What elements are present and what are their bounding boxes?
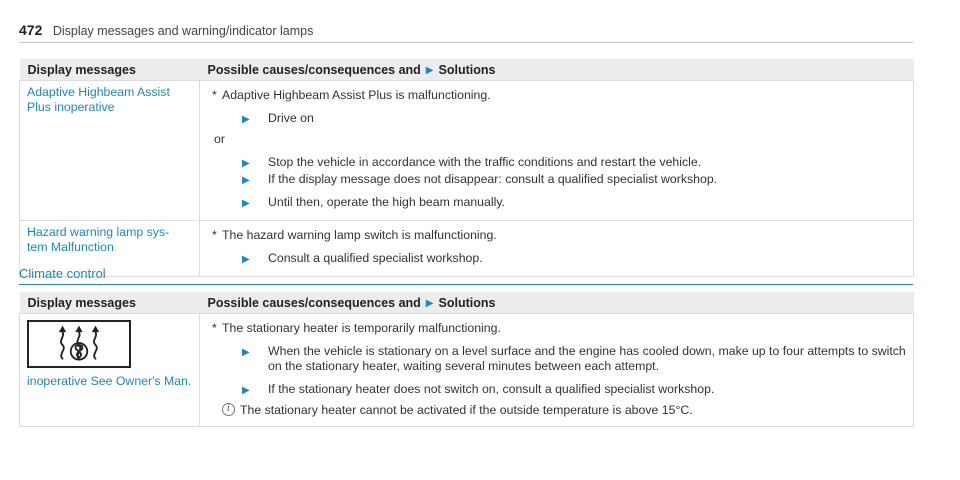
messages-table-lighting xyxy=(19,59,914,277)
solution-step xyxy=(212,382,907,397)
header-solutions: Solutions xyxy=(438,295,496,310)
play-arrow-icon: ▶ xyxy=(242,198,250,209)
page-title: Display messages and warning/indicator lamps xyxy=(52,24,314,38)
display-message-line: tem Malfunction xyxy=(27,240,114,254)
header-display-messages: Display messages xyxy=(20,59,200,81)
play-arrow-icon: ▶ xyxy=(242,385,250,396)
display-message-line: Hazard warning lamp sys- xyxy=(27,225,170,239)
header-causes-solutions xyxy=(200,59,914,81)
asterisk-icon: * xyxy=(212,88,217,102)
solution-text: Consult a qualified specialist workshop. xyxy=(268,251,483,265)
cause-cell xyxy=(200,314,914,427)
solution-text: Stop the vehicle in accordance with the traffic conditions and restart the vehicle. xyxy=(268,155,702,169)
header-possible-causes: Possible causes/consequences and xyxy=(207,62,421,77)
table-row xyxy=(20,81,914,221)
solution-step xyxy=(212,172,907,187)
header-possible-causes: Possible causes/consequences and xyxy=(207,295,421,310)
solution-step xyxy=(212,111,907,126)
display-message-cell xyxy=(20,314,200,427)
page-number: 472 xyxy=(19,22,43,38)
header-display-messages: Display messages xyxy=(20,292,200,314)
section-title-climate-control: Climate control xyxy=(19,266,106,281)
play-arrow-icon: ▶ xyxy=(242,254,250,265)
table-row xyxy=(20,221,914,277)
play-arrow-icon: ▶ xyxy=(242,175,250,186)
stationary-heater-icon xyxy=(27,320,131,368)
header-solutions: Solutions xyxy=(438,62,496,77)
table-header-row xyxy=(20,59,914,81)
cause-text: The stationary heater is temporarily malfunctioning. xyxy=(222,321,501,335)
asterisk-icon: * xyxy=(212,228,217,242)
cause-cell xyxy=(200,221,914,277)
cause-text: Adaptive Highbeam Assist Plus is malfunctioning. xyxy=(222,88,491,102)
cause-text: The hazard warning lamp switch is malfunctioning. xyxy=(222,228,497,242)
cause-cell xyxy=(200,81,914,221)
cause-line xyxy=(212,88,907,103)
solution-text: When the vehicle is stationary on a level surface and the engine has cooled down, make up to four attempts to switch on the stationary heater, waiting several minutes between each attempt. xyxy=(268,344,906,373)
solution-text: If the stationary heater does not switch on, consult a qualified specialist workshop. xyxy=(268,382,715,396)
play-arrow-icon: ▶ xyxy=(425,64,434,76)
solution-step xyxy=(212,195,907,210)
solution-text: Drive on xyxy=(268,111,314,125)
display-message: inoperative See Owner's Man. xyxy=(27,374,192,388)
play-arrow-icon: ▶ xyxy=(242,347,250,358)
info-icon: i xyxy=(222,403,235,416)
table-header-row xyxy=(20,292,914,314)
asterisk-icon: * xyxy=(212,321,217,335)
solution-text: If the display message does not disappear: consult a qualified specialist workshop. xyxy=(268,172,718,186)
header-causes-solutions xyxy=(200,292,914,314)
note-text: The stationary heater cannot be activated if the outside temperature is above 15°C. xyxy=(240,403,693,417)
solution-step xyxy=(212,251,907,266)
solution-text: Until then, operate the high beam manually. xyxy=(268,195,505,209)
solution-step xyxy=(212,155,907,170)
solution-step xyxy=(212,344,907,374)
note xyxy=(212,403,907,418)
play-arrow-icon: ▶ xyxy=(242,114,250,125)
cause-line xyxy=(212,321,907,336)
cause-line xyxy=(212,228,907,243)
header-rule xyxy=(19,42,913,43)
or-text: or xyxy=(214,132,225,146)
section-rule xyxy=(19,284,913,285)
play-arrow-icon: ▶ xyxy=(242,158,250,169)
page-header xyxy=(19,22,913,42)
display-message: Adaptive Highbeam Assist Plus inoperative xyxy=(20,81,200,221)
messages-table-climate xyxy=(19,292,914,427)
table-row xyxy=(20,314,914,427)
play-arrow-icon: ▶ xyxy=(425,297,434,309)
